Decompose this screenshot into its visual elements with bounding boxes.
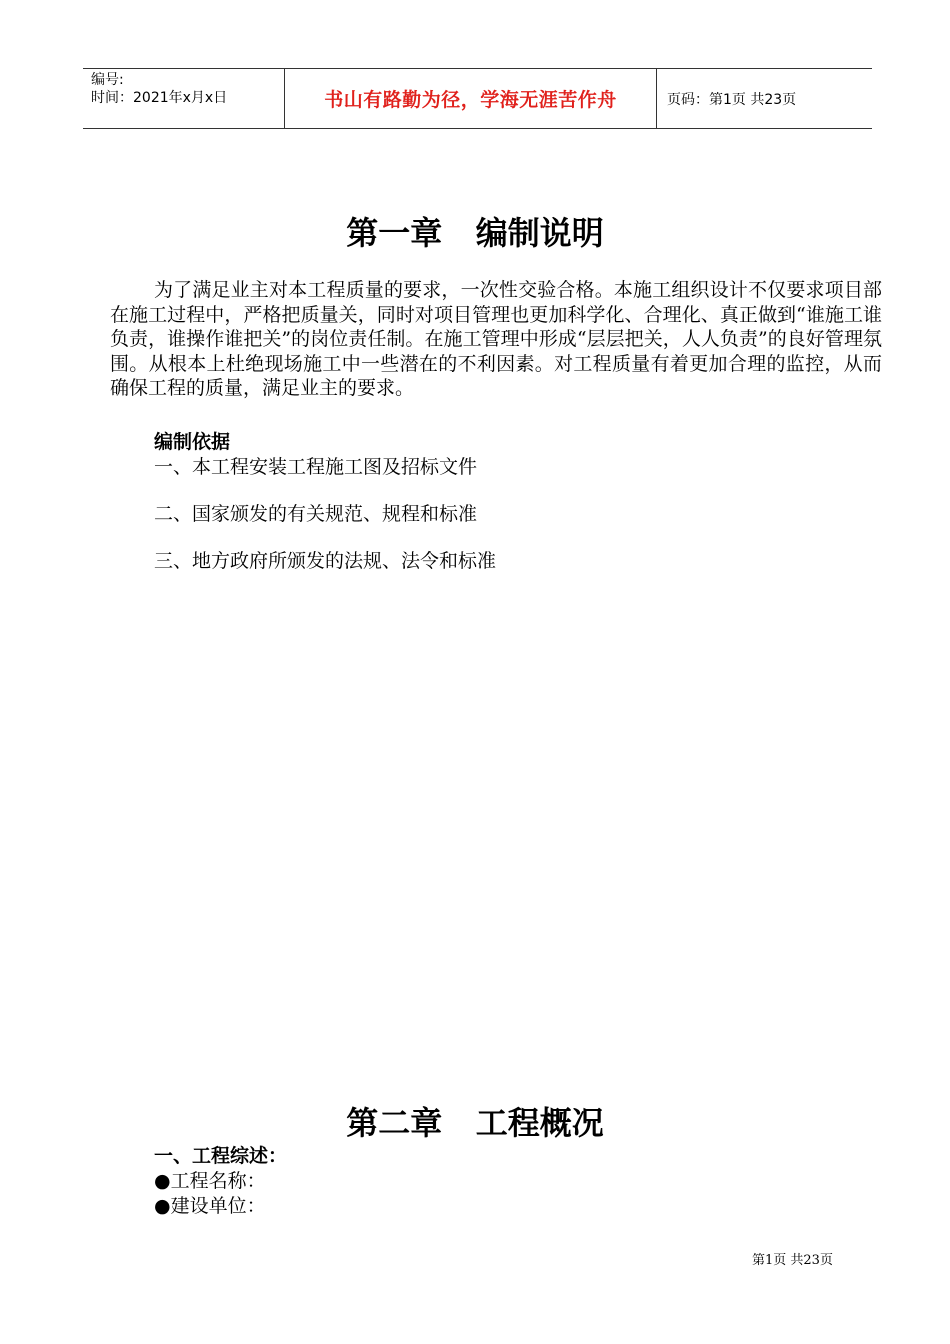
basis-item-2: 二、国家颁发的有关规范、规程和标准 xyxy=(154,503,478,525)
header-motto: 书山有路勤为径，学海无涯苦作舟 xyxy=(324,89,617,111)
basis-heading: 编制依据 xyxy=(154,431,231,453)
chapter1-title: 第一章 编制说明 xyxy=(346,214,604,252)
header-motto-cell xyxy=(284,69,657,128)
project-name-item: ●工程名称： xyxy=(154,1170,266,1192)
document-time: 时间：2021年x月x日 xyxy=(91,90,228,106)
chapter2-title: 第二章 工程概况 xyxy=(346,1104,604,1142)
page-footer: 第1页 共23页 xyxy=(752,1253,833,1268)
chapter1-paragraph: 为了满足业主对本工程质量的要求，一次性交验合格。本施工组织设计不仅要求项目部在施工过程中，严格把质量关，同时对项目管理也更加科学化、合理化、真正做到“谁施工谁负责，谁操作谁把关”的岗位责任制。在施工管理中形成“层层把关，人人负责”的良好管理氛围。从根本上杜绝现场施工中一些潜在的不利因素。对工程质量有着更加合理的监控，从而确保工程的质量，满足业主的要求。 xyxy=(110,279,882,399)
construction-unit-item: ●建设单位： xyxy=(154,1195,266,1217)
header-page-info: 页码：第1页 共23页 xyxy=(667,91,797,108)
basis-item-3: 三、地方政府所颁发的法规、法令和标准 xyxy=(154,550,497,572)
document-number-label: 编号: xyxy=(91,72,124,88)
document-header xyxy=(83,68,872,129)
header-left-cell xyxy=(83,69,284,128)
chapter2-section-heading: 一、工程综述： xyxy=(154,1145,288,1167)
basis-item-1: 一、本工程安装工程施工图及招标文件 xyxy=(154,456,478,478)
